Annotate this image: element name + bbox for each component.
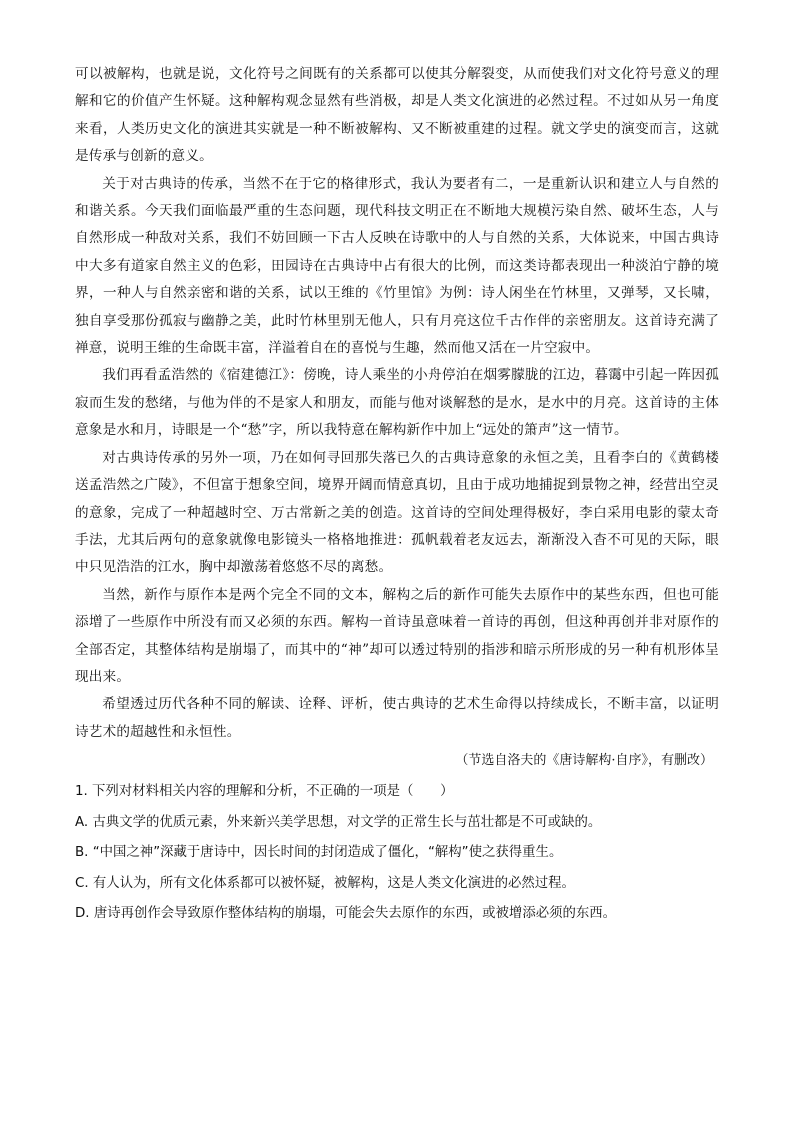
paragraph-5: 当然，新作与原作本是两个完全不同的文本，解构之后的新作可能失去原作中的某些东西，但也可能添增了一些原作中所没有而又必须的东西。解构一首诗虽意味着一首诗的再创，但这种再创并非对原作的全部否定，其整体结构是崩塌了，而其中的“神”却可以透过特别的指涉和暗示所形成的另一种有机形体呈现出来。 — [75, 586, 719, 685]
option-d[interactable]: D. 唐诗再创作会导致原作整体结构的崩塌，可能会失去原作的东西，或被增添必须的东西。 — [75, 906, 617, 922]
paragraph-6: 希望透过历代各种不同的解读、诠释、评析，使古典诗的艺术生命得以持续成长，不断丰富，以证明诗艺术的超越性和永恒性。 — [75, 696, 719, 740]
option-b[interactable]: B. “中国之神”深藏于唐诗中，因长时间的封闭造成了僵化，“解构”使之获得重生。 — [75, 845, 563, 861]
paragraph-3: 我们再看孟浩然的《宿建德江》：傍晚，诗人乘坐的小舟停泊在烟雾朦胧的江边，暮霭中引起一阵因孤寂而生发的愁绪，与他为伴的不是家人和朋友，而能与他对谈解愁的是水，是水中的月亮。这首诗的主体意象是水和月，诗眼是一个“愁”字，所以我特意在解构新作中加上“远处的箫声”这一情节。 — [75, 367, 719, 439]
question-1 — [75, 777, 719, 930]
passage — [75, 61, 719, 774]
paragraph-1: 可以被解构，也就是说，文化符号之间既有的关系都可以使其分解裂变，从而使我们对文化符号意义的理解和它的价值产生怀疑。这种解构观念显然有些消极，却是人类文化演进的必然过程。不过如从另一角度来看，人类历史文化的演进其实就是一种不断被解构、又不断被重建的过程。就文学史的演变而言，这就是传承与创新的意义。 — [75, 66, 719, 165]
source-citation: （节选自洛夫的《唐诗解构·自序》，有删改） — [455, 753, 713, 769]
paragraph-2: 关于对古典诗的传承，当然不在于它的格律形式，我认为要者有二，一是重新认识和建立人与自然的和谐关系。今天我们面临最严重的生态问题，现代科技文明正在不断地大规模污染自然、破坏生态，人与自然形成一种敌对关系，我们不妨回顾一下古人反映在诗歌中的人与自然的关系，大体说来，中国古典诗中大多有道家自然主义的色彩，田园诗在古典诗中占有很大的比例，而这类诗都表现出一种淡泊宁静的境界，一种人与自然亲密和谐的关系，试以王维的《竹里馆》为例：诗人闲坐在竹林里，又弹琴，又长啸，独自享受那份孤寂与幽静之美，此时竹林里别无他人，只有月亮这位千古作伴的亲密朋友。这首诗充满了禅意，说明王维的生命既丰富，洋溢着自在的喜悦与生趣，然而他又活在一片空寂中。 — [75, 175, 719, 357]
paragraph-4: 对古典诗传承的另外一项，乃在如何寻回那失落已久的古典诗意象的永恒之美，且看李白的《黄鹤楼送孟浩然之广陵》，不但富于想象空间，境界开阔而情意真切，且由于成功地捕捉到景物之神，经营出空灵的意象，完成了一种超越时空、万古常新之美的创造。这首诗的空间处理得极好，李白采用电影的蒙太奇手法，尤其后两句的意象就像电影镜头一格格地推进：孤帆载着老友远去，渐渐没入杳不可见的天际，眼中只见浩浩的江水，胸中却激荡着悠悠不尽的离愁。 — [75, 449, 719, 576]
question-stem: 1. 下列对材料相关内容的理解和分析，不正确的一项是（ ） — [75, 784, 454, 800]
option-a[interactable]: A. 古典文学的优质元素，外来新兴美学思想，对文学的正常生长与茁壮都是不可或缺的。 — [75, 814, 602, 830]
document-page — [75, 61, 719, 930]
option-c[interactable]: C. 有人认为，所有文化体系都可以被怀疑，被解构，这是人类文化演进的必然过程。 — [75, 875, 575, 891]
